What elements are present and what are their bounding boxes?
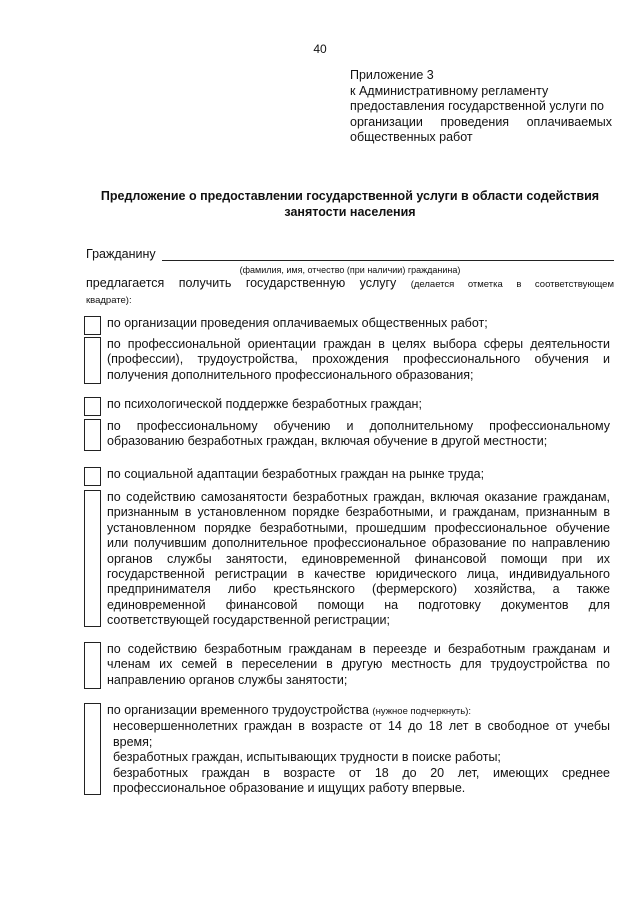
recipient-name-line[interactable] bbox=[162, 260, 614, 261]
option-checkbox[interactable] bbox=[84, 419, 101, 451]
option-checkbox[interactable] bbox=[84, 337, 101, 384]
option-text: (профессии), трудоустройства, прохождения профессионального обучения и bbox=[107, 352, 610, 367]
option-text: органов службы занятости, единовременной финансовой помощи при их bbox=[107, 551, 610, 566]
appendix-line: организации проведения оплачиваемых bbox=[350, 114, 612, 129]
option-checkbox[interactable] bbox=[84, 703, 101, 795]
option-checkbox[interactable] bbox=[84, 467, 101, 486]
recipient-label: Гражданину bbox=[86, 247, 156, 261]
option-text: соответствующей государственной регистрации; bbox=[107, 613, 390, 628]
option-text: по организации проведения оплачиваемых общественных работ; bbox=[107, 316, 488, 330]
option-text: по психологической поддержке безработных граждан; bbox=[107, 397, 422, 411]
option-text: членам их семей в переселении в другую местность для трудоустройства по bbox=[107, 657, 610, 672]
intro-note: (делается отметка в соответствующем bbox=[410, 279, 614, 290]
appendix-line: к Административному регламенту bbox=[350, 83, 549, 98]
option-text: образованию безработных граждан, включая обучение в другой местности; bbox=[107, 434, 548, 449]
option-heading-note: (нужное подчеркнуть): bbox=[372, 706, 472, 717]
option-heading: по организации временного трудоустройства bbox=[107, 703, 369, 717]
option-text: по содействию безработным гражданам в переезде и безработным гражданам и bbox=[107, 642, 610, 656]
option-checkbox[interactable] bbox=[84, 490, 101, 627]
option-text: государственной регистрации в качестве юридического лица, индивидуального bbox=[107, 567, 610, 582]
option-text: признанным в установленном порядке безработными, и гражданам, признанным в bbox=[107, 505, 610, 520]
option-subitem: безработных граждан в возрасте от 18 до 20 лет, имеющих среднее bbox=[113, 765, 610, 780]
title-line: занятости населения bbox=[284, 205, 416, 219]
option-text: или получившим дополнительное профессиональное образование по направлению bbox=[107, 536, 610, 551]
page-number: 40 bbox=[313, 42, 327, 56]
option-text: получения дополнительного профессионального образования; bbox=[107, 367, 474, 382]
option-subitem: время; bbox=[113, 734, 153, 749]
option-checkbox[interactable] bbox=[84, 316, 101, 335]
option-subitem: профессиональное образование и ищущих работу впервые. bbox=[113, 781, 466, 796]
option-text: предпринимателя либо крестьянского (фермерского) хозяйства, а также bbox=[107, 582, 610, 597]
option-text: по профессиональному обучению и дополнительному профессиональному bbox=[107, 419, 610, 433]
appendix-line: предоставления государственной услуги по bbox=[350, 99, 604, 113]
option-text: по профессиональной ориентации граждан в целях выбора сферы деятельности bbox=[107, 337, 610, 351]
option-checkbox[interactable] bbox=[84, 642, 101, 689]
intro-line: квадрате): bbox=[86, 295, 132, 306]
option-text: направлению органов службы занятости; bbox=[107, 672, 348, 687]
option-checkbox[interactable] bbox=[84, 397, 101, 416]
appendix-heading bbox=[350, 68, 612, 146]
intro-text bbox=[86, 276, 614, 308]
option-text: по социальной адаптации безработных граждан на рынке труда; bbox=[107, 467, 485, 481]
option-text: установленном порядке безработными, прошедшим профессиональное обучение bbox=[107, 520, 610, 535]
option-text: по содействию самозанятости безработных граждан, включая оказание гражданам, bbox=[107, 490, 610, 504]
recipient-hint: (фамилия, имя, отчество (при наличии) гражданина) bbox=[239, 265, 461, 275]
appendix-line: общественных работ bbox=[350, 130, 473, 144]
document-title bbox=[90, 188, 610, 220]
title-line: Предложение о предоставлении государственной услуги в области содействия bbox=[100, 189, 600, 203]
appendix-line: Приложение 3 bbox=[350, 68, 434, 82]
option-subitem: несовершеннолетних граждан в возрасте от 14 до 18 лет в свободное от учебы bbox=[113, 719, 610, 734]
intro-line: предлагается получить государственную услугу bbox=[86, 276, 397, 290]
option-text: единовременной финансовой помощи на подготовку документов для bbox=[107, 597, 610, 612]
option-subitem: безработных граждан, испытывающих трудности в поиске работы; bbox=[113, 750, 501, 765]
